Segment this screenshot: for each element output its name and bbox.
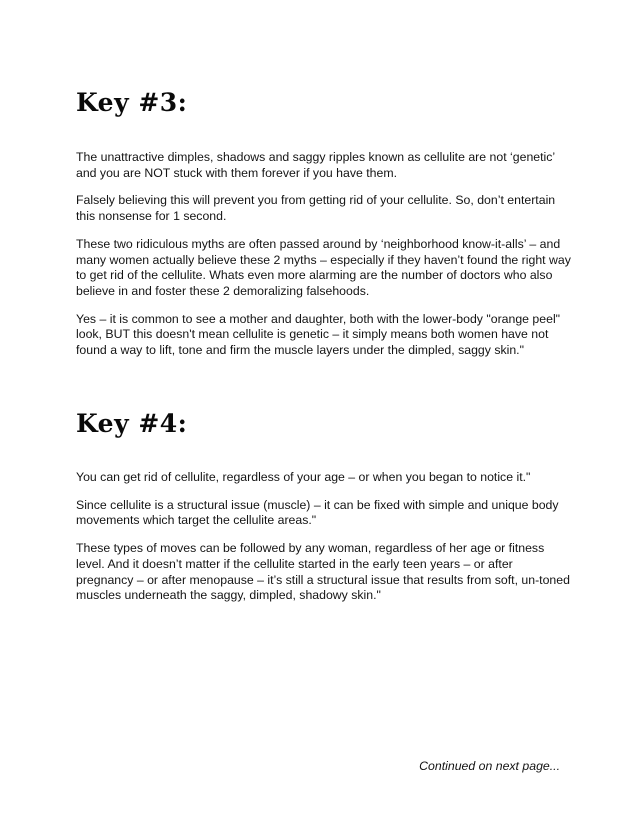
key-4-heading: Key #4: [76,409,188,438]
key-4-section [76,470,572,616]
key-4-paragraph-1: You can get rid of cellulite, regardless of your age – or when you began to notice it." [76,470,531,484]
key-3-paragraph-1: The unattractive dimples, shadows and saggy ripples known as cellulite are not ‘genetic’ and you are NOT stuck with them forever if you have them. [76,150,555,180]
key-4-paragraph-2: Since cellulite is a structural issue (muscle) – it can be fixed with simple and unique body movements which target the cellulite areas." [76,497,559,528]
key-3-section [76,150,572,371]
key-4-paragraph-3: These types of moves can be followed by any woman, regardless of her age or fitness level. And it doesn’t matter if the cellulite started in the early teen years – or after pregnancy – or after menopause – it’s still a structural issue that results from soft, un-toned muscles underneath the saggy, dimpled, shadowy skin." [76,541,570,603]
key-3-paragraph-4: Yes – it is common to see a mother and daughter, both with the lower-body "orange peel" look, BUT this doesn't mean cellulite is genetic – it simply means both women have not found a way to lift, tone and firm the muscle layers under the dimpled, saggy skin." [76,311,561,358]
key-3-heading: Key #3: [76,88,188,117]
key-3-paragraph-2: Falsely believing this will prevent you from getting rid of your cellulite. So, don’t entertain this nonsense for 1 second. [76,193,556,224]
continued-note: Continued on next page... [419,759,560,773]
key-3-paragraph-3: These two ridiculous myths are often passed around by ‘neighborhood know-it-alls’ – and many women actually believe these 2 myths – especially if they haven’t found the right way to get rid of the cellulite. Whats even more alarming are the number of doctors who also believe in and foster these 2 demoralizing falsehoods. [76,236,571,298]
